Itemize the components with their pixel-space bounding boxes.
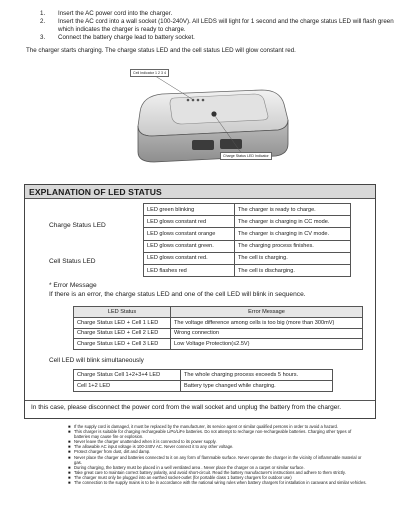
step-text: Insert the AC power cord into the charger. (58, 10, 173, 17)
bullet-text: Never leave the charger unattended when it is connected to its power supply. (74, 439, 217, 445)
status-cell: The charger is ready to charge. (235, 204, 351, 216)
bullet-text: The charger must only be plugged into an earthed socket-outlet (for portable class 1 battery chargers for outdoor use) (74, 474, 292, 480)
led-cell: LED flashes red (144, 264, 235, 276)
step-1 (40, 10, 400, 18)
bullet-text: If the supply cord is damaged, it must be replaced by the manufacturer, its service agent or similar qualified persons in order to avoid a hazard. (74, 424, 338, 429)
charge-status-callout: Charge Status LED Indicator (220, 152, 272, 160)
table-row (144, 204, 351, 216)
status-cell: The charger is charging in CC mode. (235, 216, 351, 228)
bullet-text: Protect charger from dust, dirt and damp. (74, 449, 151, 455)
table-header-row (74, 307, 363, 318)
list-item (68, 429, 368, 439)
error-heading: * Error Message (49, 282, 97, 289)
setup-steps (40, 10, 400, 42)
table-row (74, 317, 363, 328)
status-cell: The charging process finishes. (235, 240, 351, 252)
list-item (68, 480, 368, 485)
status-cell: The cell is charging. (235, 252, 351, 264)
status-cell: The cell is discharging. (235, 264, 351, 276)
table-row (144, 228, 351, 240)
bullet-text: Never place the charger and batteries connected to it on any form of flammable surface. Never operate the charger in the vicinity of inflammable material or gas. (74, 454, 362, 465)
led-cell: Charge Status LED + Cell 1 LED (74, 317, 171, 328)
led-status-table (143, 203, 351, 277)
step-2 (40, 18, 400, 34)
header-led-status: LED Status (74, 307, 171, 318)
table-row (74, 380, 333, 391)
charging-note: The charger starts charging. The charge status LED and the cell status LED will glow constant red. (26, 47, 296, 54)
table-row (144, 264, 351, 276)
header-error-message: Error Message (171, 307, 363, 318)
explanation-title: EXPLANATION OF LED STATUS (25, 185, 375, 199)
error-table (73, 306, 363, 350)
led-cell: LED glows constant red. (144, 252, 235, 264)
step-number: 1. (40, 10, 46, 17)
message-cell: Wrong connection (171, 328, 363, 339)
status-cell: The charger is charging in CV mode. (235, 228, 351, 240)
led-cell: LED glows constant green. (144, 240, 235, 252)
bullet-text: This charger is suitable for charging rechargeable LiPo/LiFe batteries. Do not attempt to recharge non-rechargeable batteries. Charging other types of batteries may cause fire or explosion. (74, 429, 352, 440)
bullet-icon: ■ (68, 424, 71, 429)
bullet-icon: ■ (68, 439, 71, 445)
table-row (74, 339, 363, 350)
bullet-text: The allowable AC input voltage is 100-240V AC. Never connect it to any other voltage. (74, 444, 234, 450)
bullet-text: Take great care to maintain correct battery polarity, and avoid short-circuit. Read the battery manufacturer's instructions and adhere to them strictly. (74, 469, 346, 475)
list-item (68, 455, 368, 465)
table-row (74, 370, 333, 381)
message-cell: Battery type changed while charging. (181, 380, 333, 391)
charge-status-group-label: Charge Status LED (49, 222, 106, 229)
led-cell: Charge Status LED + Cell 3 LED (74, 339, 171, 350)
led-cell: Charge Status LED + Cell 2 LED (74, 328, 171, 339)
led-cell: Charge Status Cell 1+2+3+4 LED (74, 370, 181, 381)
closing-instruction: In this case, please disconnect the power cord from the wall socket and unplug the battery from the charger. (31, 404, 342, 411)
charger-illustration (112, 60, 312, 170)
bullet-icon: ■ (68, 454, 71, 460)
step-number: 3. (40, 34, 46, 41)
bullet-icon: ■ (68, 469, 71, 475)
simultaneous-blink-heading: Cell LED will blink simultaneously (49, 357, 144, 364)
bullet-icon: ■ (68, 474, 71, 480)
error-intro: If there is an error, the charge status LED and one of the cell LED will blink in sequence. (49, 291, 306, 298)
table-row (144, 252, 351, 264)
cell-indicator-callout: Cell Indicator 1 2 3 4 (130, 69, 169, 77)
bullet-text: The connection to the supply mains is to be in accordance with the national wiring rules when battery chargers for installation in caravans and similar vehicles. (74, 480, 367, 486)
message-cell: The whole charging process exceeds 5 hours. (181, 370, 333, 381)
led-cell: LED glows constant orange (144, 228, 235, 240)
message-cell: The voltage difference among cells is too big (more than 300mV) (171, 317, 363, 328)
led-cell: LED glows constant red (144, 216, 235, 228)
simultaneous-blink-table (73, 369, 333, 392)
message-cell: Low Voltage Protection(≤2.5V) (171, 339, 363, 350)
bullet-icon: ■ (68, 480, 71, 486)
led-status-explanation (24, 184, 376, 419)
bullet-icon: ■ (68, 449, 71, 455)
closing-divider (25, 400, 375, 401)
safety-bullets (68, 424, 368, 485)
table-row (74, 328, 363, 339)
bullet-icon: ■ (68, 464, 71, 470)
step-number: 2. (40, 18, 46, 25)
led-cell: LED green blinking (144, 204, 235, 216)
table-row (144, 240, 351, 252)
led-cell: Cell 1+2 LED (74, 380, 181, 391)
table-row (144, 216, 351, 228)
bullet-text: During charging, the battery must be placed in a well ventilated area . Never place the charger on a carpet or similar surface. (74, 464, 305, 470)
bullet-icon: ■ (68, 429, 71, 435)
step-text: Insert the AC cord into a wall socket (100-240V). All LEDS will light for 1 second and the charge status LED will flash green which indicates the charger is ready to charge. (58, 18, 394, 33)
step-text: Connect the battery charge lead to battery socket. (58, 34, 195, 41)
step-3 (40, 34, 400, 42)
bullet-icon: ■ (68, 444, 71, 450)
cell-status-group-label: Cell Status LED (49, 258, 96, 265)
